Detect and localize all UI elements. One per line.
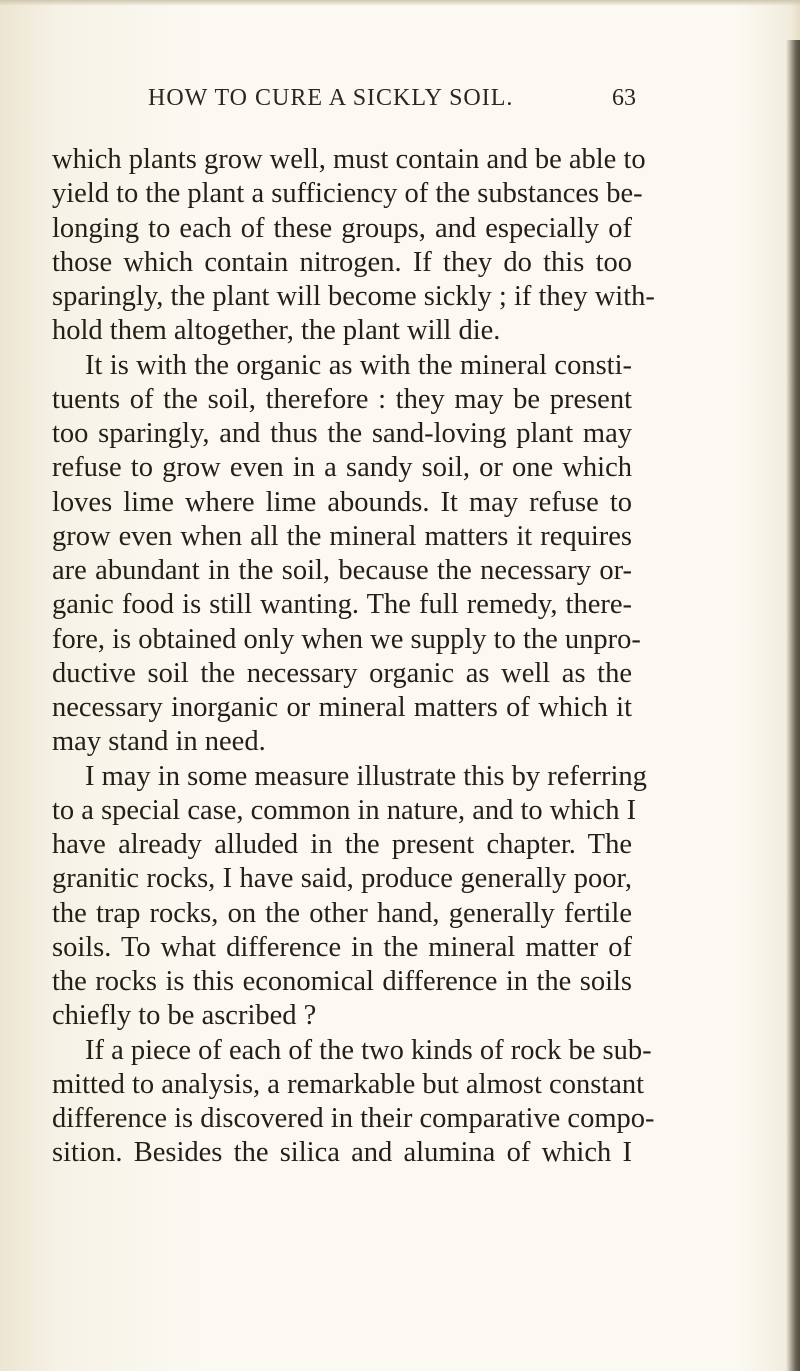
paragraph bbox=[52, 760, 647, 1034]
text-line: which plants grow well, must contain and be able to bbox=[52, 144, 646, 175]
text-line: loves lime where lime abounds. It may refuse to bbox=[52, 486, 632, 518]
paragraph bbox=[52, 143, 655, 349]
page-header bbox=[148, 85, 636, 119]
text-line: sition. Besides the silica and alumina of which I bbox=[52, 1137, 632, 1169]
text-line: the trap rocks, on the other hand, generally fertile bbox=[52, 897, 632, 929]
text-line: soils. To what difference in the mineral matter of bbox=[52, 931, 632, 963]
text-line: tuents of the soil, therefore : they may be present bbox=[52, 383, 632, 415]
text-line: those which contain nitrogen. If they do this too bbox=[52, 246, 632, 278]
text-line: may stand in need. bbox=[52, 726, 266, 758]
body-text bbox=[52, 143, 655, 1171]
text-line: granitic rocks, I have said, produce generally poor, bbox=[52, 863, 632, 895]
text-line: too sparingly, and thus the sand-loving plant may bbox=[52, 418, 632, 449]
text-line: are abundant in the soil, because the necessary or- bbox=[52, 555, 632, 586]
page-number: 63 bbox=[612, 85, 636, 111]
text-line: to a special case, common in nature, and to which I bbox=[52, 794, 637, 826]
text-line: difference is discovered in their comparative compo- bbox=[52, 1103, 655, 1134]
text-line: yield to the plant a sufficiency of the substances be- bbox=[52, 178, 643, 210]
text-line: longing to each of these groups, and especially of bbox=[52, 212, 632, 244]
text-line: have already alluded in the present chapter. The bbox=[52, 829, 632, 860]
text-line: necessary inorganic or mineral matters of which it bbox=[52, 692, 632, 723]
text-line: ductive soil the necessary organic as well as the bbox=[52, 657, 632, 689]
text-line: It is with the organic as with the mineral consti- bbox=[85, 349, 632, 381]
text-line: sparingly, the plant will become sickly ; if they with- bbox=[52, 281, 655, 312]
page-binding-shadow bbox=[786, 40, 800, 1371]
text-line: If a piece of each of the two kinds of rock be sub- bbox=[85, 1034, 652, 1066]
text-line: ganic food is still wanting. The full remedy, there- bbox=[52, 589, 632, 621]
text-line: grow even when all the mineral matters it requires bbox=[52, 520, 632, 552]
text-line: chiefly to be ascribed ? bbox=[52, 1000, 317, 1032]
text-line: refuse to grow even in a sandy soil, or one which bbox=[52, 452, 632, 484]
paragraph bbox=[52, 1034, 655, 1171]
paragraph bbox=[52, 349, 641, 760]
running-head: HOW TO CURE A SICKLY SOIL. bbox=[148, 85, 514, 111]
text-line: hold them altogether, the plant will die. bbox=[52, 315, 501, 347]
text-line: fore, is obtained only when we supply to the unpro- bbox=[52, 623, 641, 655]
text-line: the rocks is this economical difference in the soils bbox=[52, 966, 632, 997]
page-top-edge bbox=[0, 0, 800, 6]
text-line: I may in some measure illustrate this by referring bbox=[85, 760, 647, 792]
text-line: mitted to analysis, a remarkable but almost constant bbox=[52, 1068, 645, 1100]
